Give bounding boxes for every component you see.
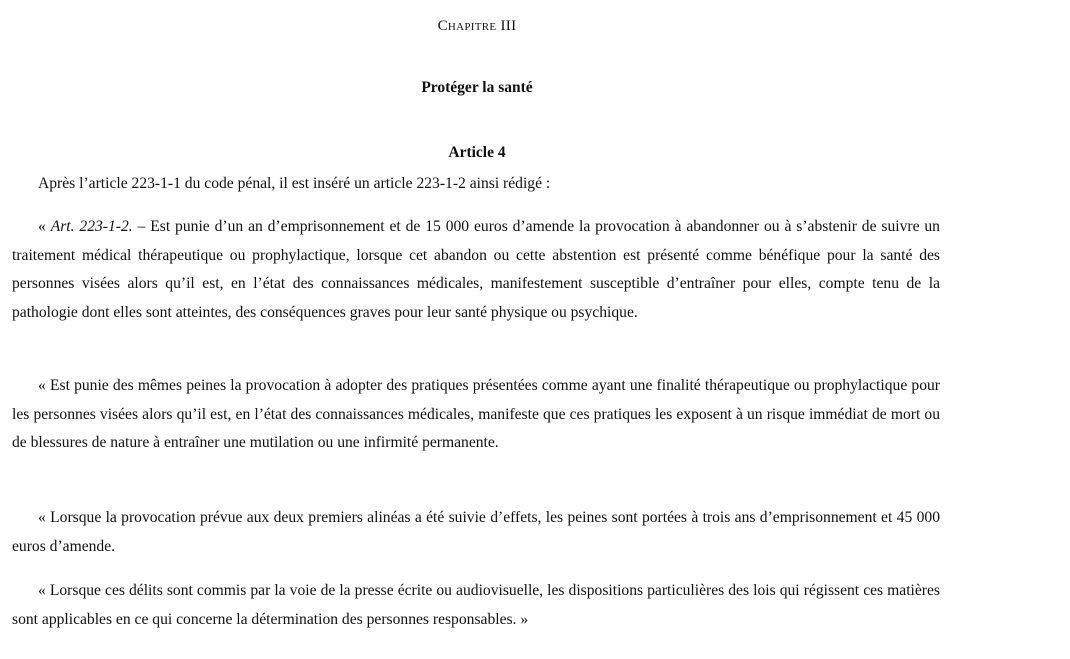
article-reference: Art. 223-1-2. [50, 218, 133, 235]
chapter-heading: Chapitre III [437, 18, 517, 34]
article-paragraph-1 [12, 213, 940, 327]
article-paragraph-1-text: – Est punie d’un an d’emprisonnement et de 15 000 euros d’amende la provocation à abandonner ou à s’abstenir de suivre un traitement médical thérapeutique ou prophylactique, lorsque cet abandon ou cette abstention est présenté comme bénéfique pour la santé des personnes visées alors qu’il est, en l’état des connaissances médicales, manifestement susceptible d’entraîner pour elles, compte tenu de la pathologie dont elles sont atteintes, des conséquences graves pour leur santé physique ou psychique. [12, 218, 940, 321]
article-paragraph-2: « Est punie des mêmes peines la provocation à adopter des pratiques présentées comme ayant une finalité thérapeutique ou prophylactique pour les personnes visées alors qu’il est, en l’état des connaissances médicales, manifeste que ces pratiques les exposent à un risque immédiat de mort ou de blessures de nature à entraîner une mutilation ou une infirmité permanente. [12, 377, 940, 451]
intro-paragraph: Après l’article 223-1-1 du code pénal, il est inséré un article 223-1-2 ainsi rédigé : [38, 175, 551, 192]
chapter-title: Protéger la santé [421, 79, 533, 96]
article-paragraph-4: « Lorsque ces délits sont commis par la voie de la presse écrite ou audiovisuelle, les dispositions particulières des lois qui régissent ces matières sont applicables en ce qui concerne la détermination des personnes responsables. » [12, 582, 940, 628]
opening-quote: « [38, 218, 51, 235]
article-heading: Article 4 [448, 144, 506, 161]
article-paragraph-3: « Lorsque la provocation prévue aux deux premiers alinéas a été suivie d’effets, les peines sont portées à trois ans d’emprisonnement et 45 000 euros d’amende. [12, 509, 940, 555]
